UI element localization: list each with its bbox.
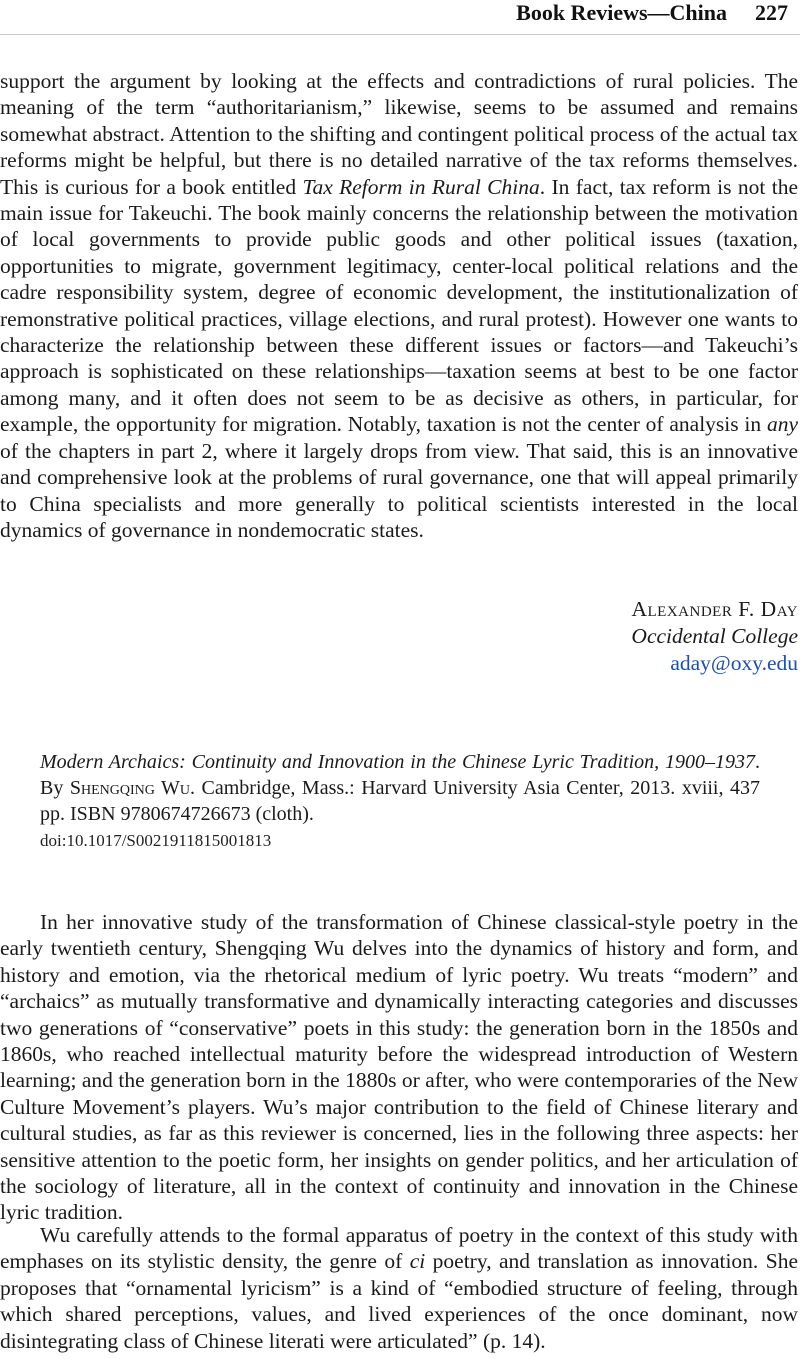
text-run: poetry, and translation as innovation. She proposes that “ornamental lyricism” is a kind of “embodied structure of feeling, through which shared perceptions, values, and lived experiences of the once dominant, now disintegrating class of Chinese literati were articulated” (p. 14).: [0, 1249, 798, 1353]
book-title-italic: Tax Reform in Rural China: [302, 174, 540, 199]
doi-link[interactable]: doi:10.1017/S0021911815001813: [40, 831, 272, 850]
text-run: . In fact, tax reform is not the main issue for Takeuchi. The book mainly concerns the relationship between the motivation of local governments to provide public goods and other political issues (taxation, opportunities to migrate, government legitimacy, center-local political relations and the cadre responsibility system, degree of economic development, the institutionalization of remonstrative political practices, village elections, and rural protest). However one wants to characterize the relationship between these different issues or factors—and Takeuchi’s approach is sophisticated on these relationships—taxation seems at best to be one factor among many, and it often does not seem to be as decisive as others, in particular, for example, the opportunity for migration. Notably, taxation is not the center of analysis in: [0, 174, 798, 437]
book-title: Modern Archaics: Continuity and Innovation in the Chinese Lyric Tradition, 1900–1937: [40, 751, 755, 773]
reviewer-institution: Occidental College: [631, 624, 798, 648]
citation-by: . By: [40, 751, 760, 799]
reviewer-email-link[interactable]: aday@oxy.edu: [670, 651, 798, 675]
book-author: Shengqing Wu: [69, 777, 191, 799]
review1-paragraph: [0, 68, 798, 543]
publication-details: . Cambridge, Mass.: Harvard University Asia Center, 2013. xviii, 437 pp. ISBN 9780674726673 (cloth).: [40, 777, 761, 825]
page-number: 227: [755, 0, 788, 25]
review2-paragraph-2: [0, 1222, 798, 1354]
text-run: of the chapters in part 2, where it largely drops from view. That said, this is an innovative and comprehensive look at the problems of rural governance, one that will appeal primarily to China specialists and more generally to political scientists interested in the local dynamics of governance in nondemocratic states.: [0, 438, 798, 542]
review2-paragraph-1: [0, 909, 798, 1226]
running-title: Book Reviews—China: [516, 0, 727, 25]
header-rule: [0, 34, 800, 35]
book-citation: [40, 749, 760, 827]
genre-italic: ci: [409, 1249, 426, 1274]
running-header: [516, 0, 788, 30]
emphasis-italic: any: [766, 412, 798, 437]
text-run: Wu carefully attends to the formal apparatus of poetry in the context of this study with emphases on its stylistic density, the genre of: [0, 1223, 798, 1274]
reviewer-signature: [631, 596, 798, 677]
text-run: support the argument by looking at the effects and contradictions of rural policies. The meaning of the term “authoritarianism,” likewise, seems to be assumed and remains somewhat abstract. Attention to the shifting and contingent political process of the actual tax reforms might be helpful, but there is no detailed narrative of the tax reforms themselves. This is curious for a book entitled: [0, 69, 798, 199]
reviewer-name: Alexander F. Day: [631, 597, 798, 621]
text-run: In her innovative study of the transformation of Chinese classical-style poetry in the early twentieth century, Shengqing Wu delves into the dynamics of history and form, and history and emotion, via the rhetorical medium of lyric poetry. Wu treats “modern” and “archaics” as mutually transformative and dynamically interacting categories and discusses two generations of “conservative” poets in this study: the generation born in the 1850s and 1860s, who reached intellectual maturity before the widespread introduction of Western learning; and the generation born in the 1880s or after, who were contemporaries of the New Culture Movement’s players. Wu’s major contribution to the field of Chinese literary and cultural studies, as far as this reviewer is concerned, lies in the following three aspects: her sensitive attention to the poetic form, her insights on gender politics, and her articulation of the sociology of literature, all in the context of continuity and innovation in the Chinese lyric tradition.: [0, 910, 798, 1225]
